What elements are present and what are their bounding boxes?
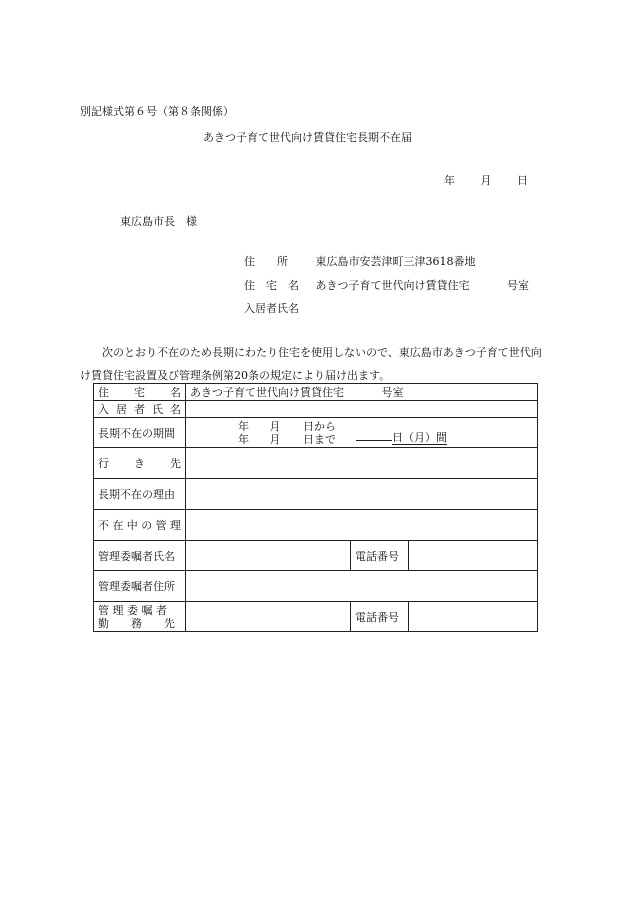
delegate-name-label: 管理委嘱者氏名 <box>98 549 175 563</box>
workplace-label-line1: 管 理 委 嘱 者 <box>98 603 167 617</box>
period-from-month: 月 <box>269 420 281 433</box>
workplace-value-cell[interactable] <box>186 602 351 632</box>
period-to-month: 月 <box>269 433 281 446</box>
table-row-resident <box>94 401 538 418</box>
period-to-day: 日まで <box>303 433 336 446</box>
document-title: あきつ子育て世代向け賃貸住宅長期不在届 <box>203 131 412 144</box>
period-label-cell <box>94 418 186 448</box>
applicant-resident-label: 入居者氏名 <box>244 302 299 315</box>
applicant-room-suffix: 号室 <box>507 279 529 292</box>
reason-value-cell[interactable] <box>186 479 538 510</box>
applicant-housing-value: あきつ子育て世代向け賃貸住宅 <box>315 279 470 292</box>
workplace-label-cell <box>94 602 186 632</box>
phone-value-cell[interactable] <box>409 541 538 571</box>
applicant-housing-label: 住 宅 名 <box>244 279 299 292</box>
reason-label-cell <box>94 479 186 510</box>
resident-label: 入居者氏名 <box>98 403 181 416</box>
absence-form-table <box>93 383 538 632</box>
period-dates <box>238 420 336 446</box>
phone-label: 電話番号 <box>355 549 399 563</box>
destination-value-cell[interactable] <box>186 448 538 479</box>
resident-label-cell <box>94 401 186 418</box>
date-year: 年 <box>444 174 455 187</box>
phone2-label: 電話番号 <box>355 610 399 624</box>
table-row-destination <box>94 448 538 479</box>
delegate-address-label-cell <box>94 571 186 602</box>
phone-label-cell <box>351 541 409 571</box>
applicant-resident-row <box>244 300 312 316</box>
delegate-name-label-cell <box>94 541 186 571</box>
period-duration-text: 日（月）間 <box>392 431 447 444</box>
period-from-day: 日から <box>303 420 336 433</box>
date-day: 日 <box>517 174 528 187</box>
housing-label: 住 宅 名 <box>98 386 181 399</box>
intro-paragraph: 次のとおり不在のため長期にわたり住宅を使用しないので、東広島市あきつ子育て世代向け賃貸住宅設置及び管理条例第20条の規定により届け出ます。 <box>80 346 542 382</box>
date-line <box>444 172 528 188</box>
housing-label-cell <box>94 384 186 401</box>
period-from-year: 年 <box>238 420 249 433</box>
management-label: 不在中の管理 <box>98 519 181 532</box>
date-month: 月 <box>480 174 492 187</box>
table-row-reason <box>94 479 538 510</box>
management-value-cell[interactable] <box>186 510 538 541</box>
period-value-cell[interactable] <box>186 418 538 448</box>
applicant-address-label: 住 所 <box>244 255 288 268</box>
delegate-name-value-cell[interactable] <box>186 541 351 571</box>
addressee: 東広島市長 様 <box>120 215 197 228</box>
table-row-workplace <box>94 602 538 632</box>
housing-value-cell[interactable] <box>186 384 538 401</box>
resident-value-cell[interactable] <box>186 401 538 418</box>
housing-value: あきつ子育て世代向け賃貸住宅 <box>190 386 344 399</box>
period-duration <box>356 429 447 445</box>
delegate-address-value-cell[interactable] <box>186 571 538 602</box>
form-number-label: 別記様式第６号（第８条関係） <box>80 105 234 118</box>
delegate-address-label: 管理委嘱者住所 <box>98 580 175 593</box>
period-duration-blank <box>356 430 392 441</box>
phone2-value-cell[interactable] <box>409 602 538 632</box>
period-to-year: 年 <box>238 433 249 446</box>
applicant-housing-row <box>244 277 529 293</box>
table-row-management <box>94 510 538 541</box>
destination-label: 行 き 先 <box>98 457 181 470</box>
workplace-label-line2: 勤 務 先 <box>98 616 175 630</box>
applicant-address-value: 東広島市安芸津町三津3618番地 <box>315 255 476 268</box>
table-row-housing <box>94 384 538 401</box>
period-label: 長期不在の期間 <box>98 426 175 440</box>
reason-label: 長期不在の理由 <box>98 488 175 501</box>
destination-label-cell <box>94 448 186 479</box>
table-row-delegate-address <box>94 571 538 602</box>
management-label-cell <box>94 510 186 541</box>
housing-room-suffix: 号室 <box>381 386 404 399</box>
table-row-delegate-name <box>94 541 538 571</box>
phone2-label-cell <box>351 602 409 632</box>
table-row-period <box>94 418 538 448</box>
applicant-address-row <box>244 253 476 269</box>
